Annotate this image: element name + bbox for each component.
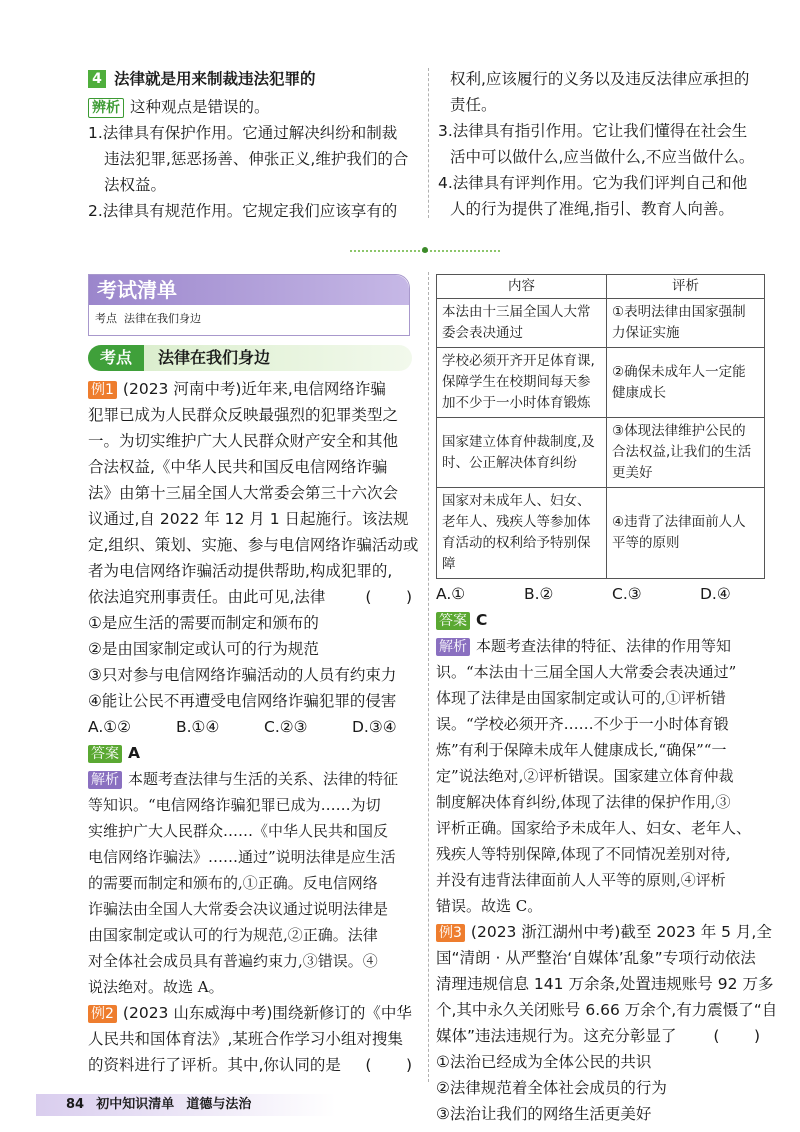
table-cell: 国家对未成年人、妇女、老年人、残疾人等参加体育活动的权利给予特别保障 (437, 488, 607, 579)
book-title: 初中知识清单 (96, 1097, 175, 1112)
ex2-explain-line: 解析 本题考查法律的特征、法律的作用等知 (436, 633, 770, 659)
ex2-option-d: D.④ (700, 585, 731, 603)
ex3-statement: ①法治已经成为全体公民的共识 (436, 1053, 652, 1071)
table-cell: 本法由十三届全国人大常委会表决通过 (437, 299, 607, 348)
ex2-table (436, 274, 765, 579)
ex1-explain-line: 诈骗法由全国人大常委会决议通过说明法律是 (88, 900, 389, 918)
ex2-explain-line: 体现了法律是由国家制定或认可的,①评析错 (436, 689, 726, 707)
ex1-explain-line: 由国家制定或认可的行为规范,②正确。法律 (88, 926, 378, 944)
ex1-explain-line: 的需要而制定和颁布的,①正确。反电信网络 (88, 874, 378, 892)
ex1-options (88, 714, 422, 740)
table-cell: ③体现法律维护公民的合法权益,让我们的生活更美好 (607, 418, 765, 488)
ex1-bracket: ( ) (365, 588, 412, 606)
table-header-row (437, 275, 765, 299)
table-row (437, 348, 765, 418)
ex2-explain-label: 解析 (436, 638, 470, 656)
ex1-stem-line: 例1 (2023 河南中考)近年来,电信网络诈骗 (88, 376, 422, 402)
table-row (437, 418, 765, 488)
ex1-stem-line: 法》由第十三届全国人大常委会第三十六次会 (88, 484, 399, 502)
kaodian-label: 考点 (88, 345, 144, 371)
table-cell: 学校必须开齐开足体育课,保障学生在校期间每天参加不少于一小时体育锻炼 (437, 348, 607, 418)
analysis-label: 辨析 (88, 98, 124, 118)
ex2-explain-line: 残疾人等特别保障,体现了不同情况差别对待, (436, 845, 731, 863)
ex2-explain-line: 评析正确。国家给予未成年人、妇女、老年人、 (436, 819, 752, 837)
ex1-stem-line: 定,组织、策划、实施、参与电信网络诈骗活动或 (88, 536, 419, 554)
ex2-answer-value: C (476, 611, 488, 629)
ex2-option-c: C.③ (612, 585, 642, 603)
ex3-stem-line: 国“清朗 · 从严整治‘自媒体’乱象”专项行动依法 (436, 949, 756, 967)
exam-list-title: 考试清单 (97, 278, 177, 302)
ex1-answer (88, 740, 422, 766)
ex1-option-b: B.①④ (176, 718, 220, 736)
ex2-bracket: ( ) (365, 1056, 412, 1074)
ex3-stem-line: 例3 (2023 浙江湖州中考)截至 2023 年 5 月,全 (436, 919, 770, 945)
ex2-stem-line: 例2 (2023 山东威海中考)围绕新修订的《中华 (88, 1000, 422, 1026)
example1-label: 例1 (88, 381, 117, 399)
exam-list-box (88, 274, 410, 336)
ex1-option-d: D.③④ (352, 718, 397, 736)
ex2-explain-line: 错误。故选 C。 (436, 897, 543, 915)
ex3-stem-line: 个,其中永久关闭账号 6.66 万余个,有力震慑了“自 (436, 1001, 778, 1019)
top-right-line: 活中可以做什么,应当做什么,不应当做什么。 (450, 148, 755, 166)
top-left-line: 2.法律具有规范作用。它规定我们应该享有的 (88, 202, 398, 220)
ex1-stem-line: 依法追究刑事责任。由此可见,法律 ( ) (88, 584, 422, 610)
ex1-stem-line: 者为电信网络诈骗活动提供帮助,构成犯罪的, (88, 562, 393, 580)
top-right-line: 权利,应该履行的义务以及违反法律应承担的 (450, 70, 750, 88)
ex2-explain-line: 炼”有利于保障未成年人健康成长,“确保”“一 (436, 741, 727, 759)
separator-dot (422, 247, 428, 253)
example2-label: 例2 (88, 1005, 117, 1023)
column-divider-top (428, 68, 429, 218)
ex1-explain-line: 电信网络诈骗法》……通过”说明法律是应生活 (88, 848, 396, 866)
top-right-line: 责任。 (450, 96, 497, 114)
ex1-explain-line: 等知识。“电信网络诈骗犯罪已成为……为切 (88, 796, 381, 814)
table-row (437, 488, 765, 579)
table-row (437, 299, 765, 348)
table-cell: 国家建立体育仲裁制度,及时、公正解决体育纠纷 (437, 418, 607, 488)
ex1-statement: ②是由国家制定或认可的行为规范 (88, 640, 319, 658)
ex2-answer-label: 答案 (436, 612, 470, 630)
analysis-intro: 辨析 这种观点是错误的。 (88, 94, 420, 120)
top-left-line: 1.法律具有保护作用。它通过解决纠纷和制裁 (88, 124, 398, 142)
ex2-answer (436, 607, 770, 633)
top-right-line: 4.法律具有评判作用。它为我们评判自己和他 (438, 174, 748, 192)
kaodian-title: 法律在我们身边 (158, 348, 271, 367)
ex3-stem-line: 媒体”违法违规行为。这充分彰显了 ( ) (436, 1023, 770, 1049)
ex2-explain-line: 定”说法绝对,②评析错误。国家建立体育仲裁 (436, 767, 734, 785)
left-column (88, 376, 422, 1078)
kaodian-banner (88, 345, 412, 371)
top-left-column (88, 66, 420, 224)
ex1-explain-line: 解析 本题考查法律与生活的关系、法律的特征 (88, 766, 422, 792)
ex1-option-c: C.②③ (264, 718, 308, 736)
ex2-explain-line: 识。“本法由十三届全国人大常委会表决通过” (436, 663, 737, 681)
ex1-stem-line: 合法权益,《中华人民共和国反电信网络诈骗 (88, 458, 388, 476)
column-divider-main (428, 272, 429, 1082)
top-left-line: 违法犯罪,惩恶扬善、伸张正义,维护我们的合 (104, 150, 409, 168)
ex2-option-b: B.② (524, 585, 554, 603)
ex3-bracket: ( ) (713, 1027, 760, 1045)
ex1-option-a: A.①② (88, 718, 132, 736)
table-cell: ②确保未成年人一定能健康成长 (607, 348, 765, 418)
ex1-explain-line: 对全体社会成员具有普遍约束力,③错误。④ (88, 952, 378, 970)
ex1-stem-line: 议通过,自 2022 年 12 月 1 日起施行。该法规 (88, 510, 409, 528)
table-cell: ①表明法律由国家强制力保证实施 (607, 299, 765, 348)
heading-number-badge: 4 (88, 70, 106, 88)
footer (66, 1094, 251, 1116)
ex1-stem-line: 犯罪已成为人民群众反映最强烈的犯罪类型之 (88, 406, 399, 424)
ex1-statement: ③只对参与电信网络诈骗活动的人员有约束力 (88, 666, 397, 684)
table-header-content: 内容 (437, 275, 607, 299)
ex3-stem-line: 清理违规信息 141 万余条,处置违规账号 92 万多 (436, 975, 774, 993)
ex2-stem-line: 人民共和国体育法》,某班合作学习小组对搜集 (88, 1030, 403, 1048)
ex1-answer-label: 答案 (88, 745, 122, 763)
exam-list-subtitle: 考点 法律在我们身边 (95, 312, 201, 325)
right-column (436, 274, 778, 1127)
ex3-statement: ②法律规范着全体社会成员的行为 (436, 1079, 667, 1097)
ex3-statement: ③法治让我们的网络生活更美好 (436, 1105, 652, 1123)
ex2-explain-line: 并没有违背法律面前人人平等的原则,④评析 (436, 871, 726, 889)
example3-label: 例3 (436, 924, 465, 942)
ex2-explain-line: 制度解决体育纠纷,体现了法律的保护作用,③ (436, 793, 731, 811)
exam-list-title-bar (89, 275, 409, 305)
ex1-answer-value: A (128, 744, 140, 762)
ex1-explain-line: 说法绝对。故选 A。 (88, 978, 224, 996)
ex2-stem-line: 的资料进行了评析。其中,你认同的是 ( ) (88, 1052, 422, 1078)
subject-title: 道德与法治 (186, 1097, 252, 1112)
top-right-line: 人的行为提供了准绳,指引、教育人向善。 (450, 200, 734, 218)
ex2-option-a: A.① (436, 585, 466, 603)
top-right-line: 3.法律具有指引作用。它让我们懂得在社会生 (438, 122, 748, 140)
table-header-review: 评析 (607, 275, 765, 299)
ex1-statement: ④能让公民不再遭受电信网络诈骗犯罪的侵害 (88, 692, 397, 710)
ex2-options (436, 581, 770, 607)
top-left-line: 法权益。 (104, 176, 167, 194)
ex1-stem-line: 一。为切实维护广大人民群众财产安全和其他 (88, 432, 399, 450)
top-right-column (438, 66, 768, 222)
ex1-explain-label: 解析 (88, 771, 122, 789)
ex2-explain-line: 误。“学校必须开齐……不少于一小时体育锻 (436, 715, 729, 733)
top-heading: 4 法律就是用来制裁违法犯罪的 (88, 66, 420, 92)
table-cell: ④违背了法律面前人人平等的原则 (607, 488, 765, 579)
ex1-statement: ①是应生活的需要而制定和颁布的 (88, 614, 319, 632)
ex1-explain-line: 实维护广大人民群众……《中华人民共和国反 (88, 822, 389, 840)
page-number: 84 (66, 1097, 85, 1112)
